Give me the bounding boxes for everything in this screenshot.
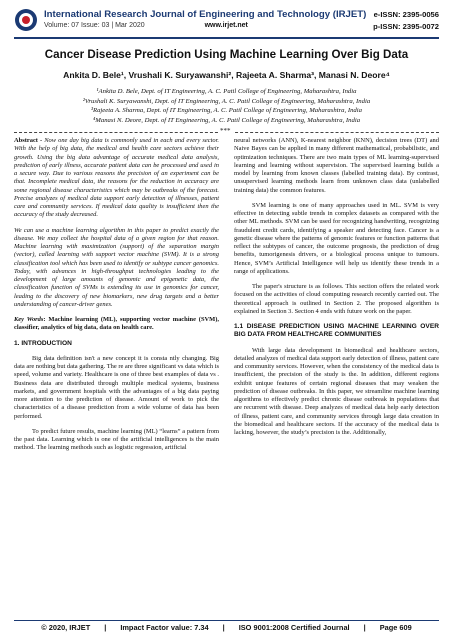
affiliation-2: ²Vrushali K. Suryawanshi, Dept. of IT Engineering, A. C. Patil College of Engineering, Maharashtra, India [82, 97, 371, 105]
section-heading-1-1: 1.1 DISEASE PREDICTION USING MACHINE LEARNING OVER BIG DATA FROM HEALTHCARE COMMUNITIES [234, 323, 439, 339]
body-paragraph-4: With large data development in biomedical and healthcare sectors, detailed analyzes of medical data support early detection of illness, patient care and community services. However, when the consistency of the medical data is insufficient, the precision of the study is the. In addition, different regions exhibit unique features of certain regional diseases that may weaken the prediction of disease outbreaks. In this paper, we streamline machine learning algorithms to effectively predict chronic disease outbreak in populations that are recurrent with disease. Deep analyzes of medical data help early detection of illness, patient care, and community services through large data creation in the biomedical and healthcare sectors. If the accuracy of the medical data is lacking, however, the study’s precision is the. Additionally, [234, 346, 439, 436]
header-rule [14, 37, 439, 39]
separator-mark: *** [220, 127, 231, 135]
left-column [14, 137, 219, 460]
keywords-text: : Machine learning (ML), supporting vector machine (SVM), classifier, analytics of big data, data on health care. [14, 316, 219, 332]
body-paragraph-3: The paper's structure is as follows. This section offers the related work focused on the activities of cloud computing research recently carried out. The theoretical approach is outlined in Section 2. The proposed algorithm is explained in Section 3. Section 4 ends with future work on the paper. [234, 283, 439, 315]
abstract-paragraph-2: We can use a machine learning algorithm in this paper to predict exactly the disease. We may collect the hospital data of a given region for that reason. Machine learning with maximization (support) of the separation margin (vector), called learning with support vector machine (SVM). It is a strong classification tool which has been used to identify or subtype cancer genomics. Today, with advances in high-throughput technologies leading to the development of large amounts of genomic and epigenetic data, the classification function of SVMs is extending its use in genomics for cancer, leading to the discovery of new biomarkers, new drug targets and a better understanding of cancer-driver genes. [14, 226, 219, 308]
abstract-label: Abstract - [14, 137, 43, 144]
journal-volume-line [44, 22, 248, 29]
intro-paragraph-2: To predict future results, machine learning (ML) “learns” a pattern from the past data. Learning which is one of the artificial intelligences is the main method. The learning methods such as logistic regression, artificial [14, 427, 219, 452]
abstract-text: Now one day big data is commonly used in each and every sector. With the help of big data, the medical and health care sectors achieve their growth. Using the big data advantage of accurate medical data analysis, prediction of early illness, accurate patient data can be processed and used in a secure way. Due to various reasons the precision of an experiment can be that. Incomplete medical data, the reasons for the reduction in accuracy are some regional disease characteristics which may be outbreaks of the forecast. Precise analyzes of medical data support early detection of illnesses, patient care and community services. If medical data quality is insufficient then the accuracy of the study decreased. [14, 137, 219, 219]
e-issn: e-ISSN: 2395-0056 [373, 10, 439, 19]
p-issn: p-ISSN: 2395-0072 [373, 22, 439, 31]
irjet-logo-icon [14, 8, 38, 32]
right-column [234, 137, 439, 444]
journal-name: International Research Journal of Engineering and Technology (IRJET) [44, 9, 367, 20]
footer-impact-factor: Impact Factor value: 7.34 [120, 623, 209, 632]
volume-issue: Volume: 07 Issue: 03 | Mar 2020 [44, 22, 145, 29]
journal-header [14, 8, 439, 36]
paper-title: Cancer Disease Prediction Using Machine Learning Over Big Data [44, 48, 409, 61]
page-footer: © 2020, IRJET | Impact Factor value: 7.34 | ISO 9001:2008 Certified Journal | Page 609 [41, 623, 412, 632]
footer-copyright: © 2020, IRJET [41, 623, 91, 632]
keywords-label: Key Words [14, 316, 44, 323]
footer-iso: ISO 9001:2008 Certified Journal [238, 623, 350, 632]
affiliation-3: ³Rajeeta A. Sharma, Dept. of IT Engineering, A. C. Patil College of Engineering, Maharashtra, India [91, 107, 362, 114]
affiliation-1: ¹Ankita D. Bele, Dept. of IT Engineering, A. C. Patil College of Engineering, Maharashtra, India [96, 88, 357, 95]
paper-authors: Ankita D. Bele¹, Vrushali K. Suryawanshi², Rajeeta A. Sharma³, Manasi N. Deore⁴ [63, 70, 390, 80]
body-paragraph-2: SVM learning is one of many approaches used in ML. SVM is very effective in detecting subtle trends in complex datasets as compared with the other ML methods. SVM can be used for recognizing handwriting, recognizing fraudulent credit cards, identifying a speaker and detecting face. Cancer is a genetic disease where the patterns of genomic features or function patterns that reflect the subtypes of cancer, the outcome prognosis, the prediction of drug benefits, tumorigenesis drivers, or a biological process unique to tumours. Hence, SVM’s Artificial Intelligence will help us identify these trends in a range of applications. [234, 201, 439, 275]
keywords [14, 316, 219, 333]
footer-rule [14, 620, 439, 621]
intro-paragraph-1: Big data definition isn't a new concept it is consta ntly changing. Big data are nothing but data gathering. The re are three significant vs data which is speed, volume and variety. Healthcare is one of three best examples of data vs . Business data are distributed through multiple medical systems, business markets, and government hospitals with the advantages of a big data paying more attention to the prediction of disease. Amount of work to pick the characteristics of a disease prediction from a wide volume of data has been performed. [14, 354, 219, 420]
footer-page-number: Page 609 [379, 623, 412, 632]
author-affiliations [0, 87, 453, 125]
journal-website-link[interactable]: www.irjet.net [204, 22, 248, 29]
abstract-paragraph [14, 137, 219, 220]
section-heading-introduction: 1. INTRODUCTION [14, 339, 72, 347]
body-paragraph-1: neural networks (ANN), K-nearest neighbor (KNN), decision trees (DT) and Naive Bayes can be applied in many different mathematical, probabilistic, and optimization techniques. There are two main types of ML learning-supervised learning and learning without supervision. The supervised learning builds a model by learning from known classes (labelled training data). By contrast, unsupervised learning methods learn from unknown class data (unlabelled training data) the common features. [234, 137, 439, 194]
affiliation-4: ⁴Manasi N. Deore, Dept. of IT Engineering, A. C. Patil College of Engineering, Maharashtra, India [92, 116, 361, 124]
